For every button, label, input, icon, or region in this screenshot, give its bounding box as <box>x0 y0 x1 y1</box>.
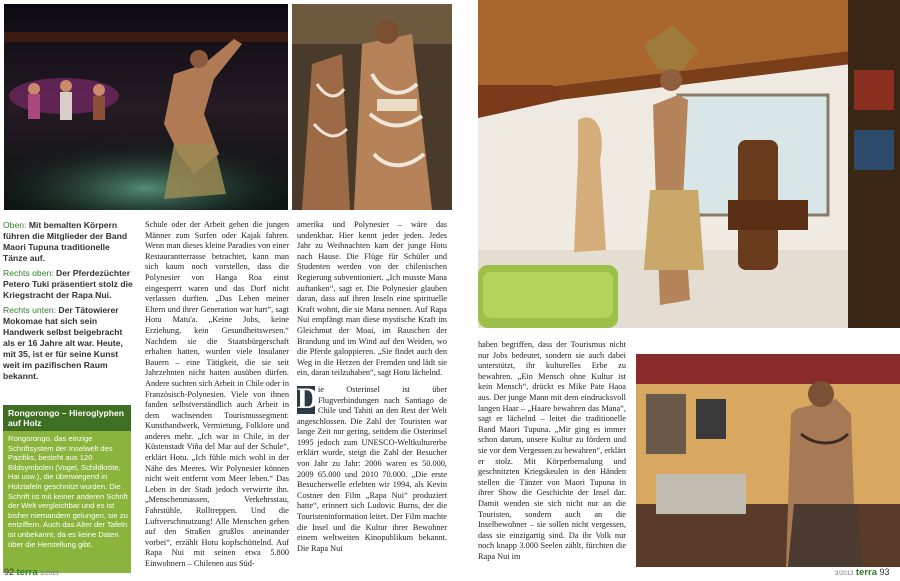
article-column-1: Schule oder der Arbeit gehen die jungen Männer zum Surfen oder Kajak fahren. Wenn man dieses kleine Paradies von einer Restaurantterrasse betrachtet, kann man sich kaum noch vorstellen, dass die Polynesier von Hanga Roa einst eingesperrt waren und das Dorf nicht verlassen durften. „Das Leben meiner Eltern und ihrer Generation war hart“, sagt Hotu Matu'a. „Keine Jobs, keine Erziehung, kein Gesundheitswesen.“ Nachdem sie die Staatsbürgerschaft erhalten hatten, wurden viele Insulaner Bauern – eine Tätigkeit, die sie seit Jahrzehnten nicht hatten ausüben dürfen. Andere suchten sich Arbeit in Chile oder in Französisch-Polynesien. Viele von ihnen fanden selbstverständlich auch Arbeit in dem wachsenden Tourismussegment: Kunsthandwerk, Vermietung, Folklore und anderes mehr. „Ich war in Chile, in der Küstenstadt Viña del Mar auf der Schule“, erklärt Hotu. „Ich fühle mich wohl in der Nähe des Meeres. Wir Polynesier können nicht weit entfernt vom Meer leben.“ Das Leben in der Stadt jedoch verwirrte ihn. „Menschenmassen, Verkehrsstau, Fahrstühle, Rolltreppen. Und die Luftverschmutzung! Alle Menschen gehen auf den Straßen grußlos aneinander vorbei“, erzählt Hotu kopfschüttelnd. Auf Rapa Nui mit seinen etwa 5.800 Einwohnern – Chilenen aus Süd- <box>145 220 290 568</box>
photo-captions <box>3 220 135 386</box>
issue-left: 3/2013 <box>40 571 59 577</box>
page-number-right: 93 <box>879 567 890 577</box>
caption-top: Oben: Mit bemalten Körpern führen die Mitglieder der Band Maori Tupuna traditionelle Tänze auf. <box>3 220 128 263</box>
article-column-2-part-a: amerika und Polynesier – wäre das undenkbar. Hier kennt jeder jeden. Jedes Jahr zu Weihnachten kam der junge Hotu nach Hause. Die Flüge für Schüler und Studenten werden von der chilenischen Regierung subventioniert. „Ich musste Mana auftanken“, sagt er. Die Polynesier glauben daran, dass auf ihren Inseln eine spirituelle Kraft wohnt, die sie Mana nennen. Auf Rapa Nui empfängt man diese mystische Kraft im Gleichmut der Moai, im Rauschen der Brandung und im Wind auf den Weiden, wo die Pferde galoppieren. „Sie findet auch den Weg in die Herzen der Fremden und lädt sie ein, daran teilzuhaben“, sagt Hotu lächelnd. <box>297 220 447 378</box>
sidebar-text: Rongorongo, das einzige Schriftsystem der Inselwelt des Pazifiks, besteht aus 120 Bildsymbolen (Vogel, Schildkröte, Hai usw.), die überwiegend in Holztafeln geschnitzt wurden. Die Schrift ist mit keiner anderen Schrift der Welt vergleichbar und es ist bisher niemandem gelungen, sie zu entziffern. Auch das Alter der Tafeln ist unbekannt, da es keine Daten über die Herstellung gibt. <box>8 434 128 549</box>
article-column-3: haben begriffen, dass der Tourismus nicht nur Jobs bedeutet, sondern sie auch dabei unterstützt, ihr kulturelles Erbe zu bewahren. „Ein Mensch ohne Kultur ist kein Mensch“, drückt es Mike Pate Haoa aus. Der junge Mann mit dem eindrucksvoll langen Haar – „Haare bewahren das Mana“, sagt er lächelnd – leitet die traditionelle Band Maori Tupuna. „Mir ging es immer schon darum, unsere Kultur zu fördern und sie vor dem Vergessen zu bewahren“, erklärt er stolz. Mit Körperbemalung und geschnitzten Kriegskeulen in den Händen stellen die Tänzer von Maori Tupuna in ihrer Show die Geschichte der Insel dar. Damit wenden sie sich nicht nur an die Touristen, sondern auch an die Inselbewohner – sie sollen nicht vergessen, dass sie einzigartig sind. Da ihr Volk nur noch knapp 3.000 Seelen zählt, fürchten die Rapa Nui im <box>478 340 626 561</box>
photo-tattoo-artist <box>636 354 900 567</box>
magazine-name-right: terra <box>855 567 877 578</box>
photo-painted-dancers <box>292 4 452 210</box>
sidebar-title: Rongorongo – Hieroglyphen auf Holz <box>3 405 131 431</box>
article-column-2 <box>297 220 447 554</box>
caption-right-bottom: Rechts unten: Der Tätowierer Mokomae hat sich sein Handwerk selbst beigebracht als er 16 Jahre alt war. Heute, mit 35, ist er für seine Kunst weit im pazifischen Raum bekannt. <box>3 305 123 381</box>
photo-dance-performance <box>4 4 288 210</box>
folio-left <box>4 567 59 578</box>
folio-right <box>835 567 890 578</box>
page-number-left: 92 <box>4 567 15 577</box>
drop-cap: D <box>297 381 319 415</box>
magazine-name-left: terra <box>16 567 38 578</box>
issue-right: 3/2013 <box>835 571 854 577</box>
article-column-2-part-b: D ie Osterinsel ist über Flugverbindungen nach Santiago de Chile und Tahiti an den Rest der Welt angeschlossen. Die Zahl der Touristen war lange Zeit nur gering, seitdem die Osterinsel 1995 jedoch zum UNESCO-Weltkulturerbe erklärt wurde, steigt die Zahl der Besucher von Jahr zu Jahr: 2006 waren es 50.000, 2009 65.000 und 2010 70.000. „Die erste Besucherwelle erlebten wir 1994, als Kevin Costner den Film „Rapa Nui“ produziert hatte“, erinnert sich Ludovic Burns, der die Touristeninformation leitet. Der Film machte die Insel und die Kultur ihrer Bewohner einem weltweiten Kinopublikum bekannt. Die Rapa Nui <box>297 381 447 553</box>
caption-right-top: Rechts oben: Der Pferdezüchter Petero Tuki präsentiert stolz die Kriegstracht der Rapa Nui. <box>3 268 133 300</box>
photo-warrior-costume <box>478 0 900 328</box>
